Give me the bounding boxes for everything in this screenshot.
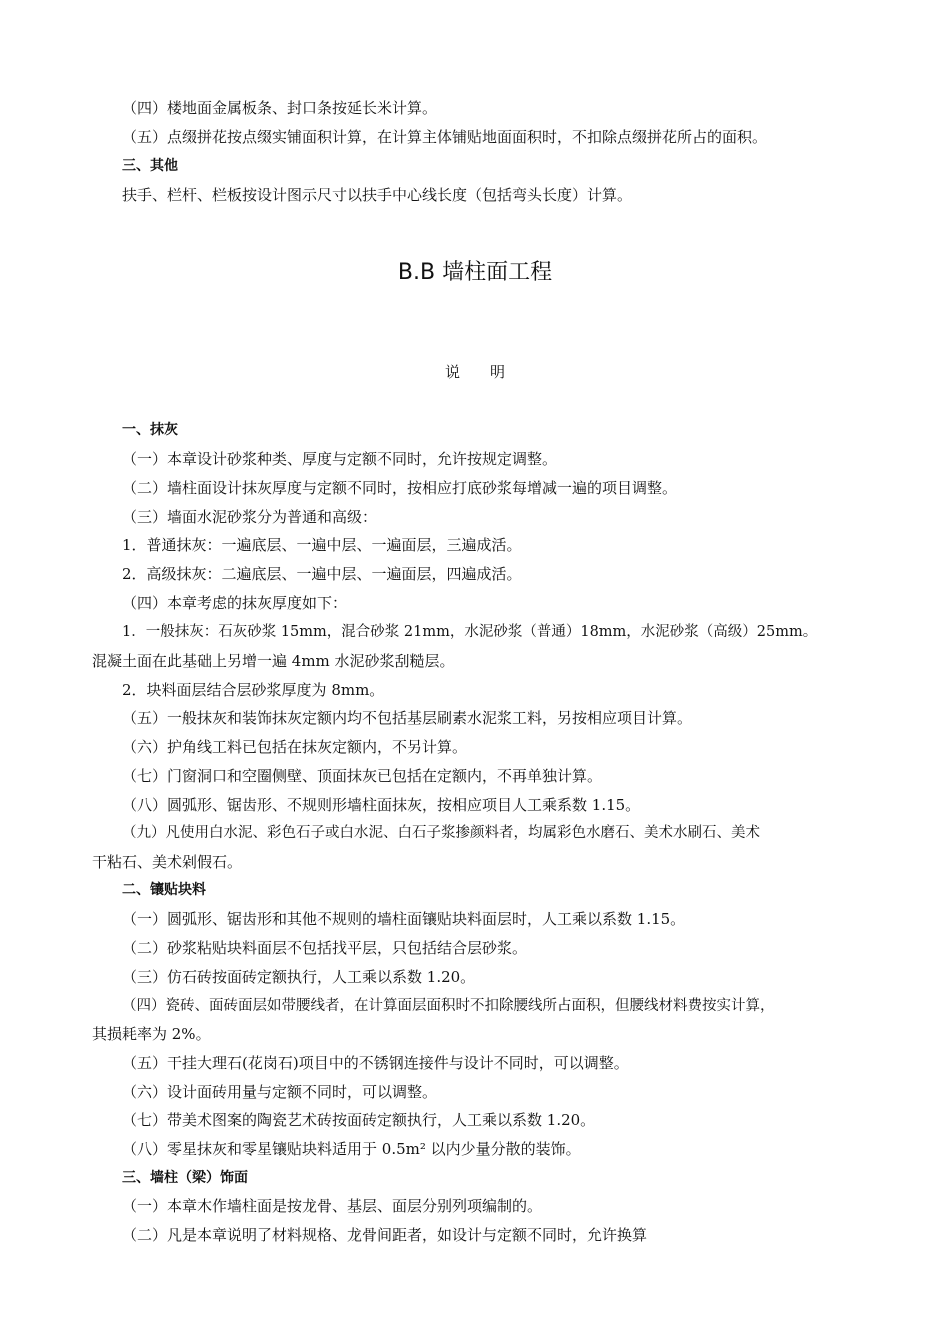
paragraph-line: （五）点缀拼花按点缀实铺面积计算，在计算主体铺贴地面面积时，不扣除点缀拼花所占的面积。 [122, 128, 768, 146]
paragraph-line: 2．块料面层结合层砂浆厚度为 8mm。 [122, 681, 385, 699]
paragraph-line: 其损耗率为 2%。 [92, 1025, 211, 1043]
paragraph-line: （五）干挂大理石(花岗石)项目中的不锈钢连接件与设计不同时，可以调整。 [122, 1054, 629, 1072]
section-heading: 二、镶贴块料 [122, 882, 206, 898]
paragraph-line: 混凝土面在此基础上另增一遍 4mm 水泥砂浆刮糙层。 [92, 652, 455, 670]
paragraph-line: （八）圆弧形、锯齿形、不规则形墙柱面抹灰，按相应项目人工乘系数 1.15。 [122, 796, 641, 814]
paragraph-line: （三）仿石砖按面砖定额执行，人工乘以系数 1.20。 [122, 968, 476, 986]
paragraph-line: （二）凡是本章说明了材料规格、龙骨间距者，如设计与定额不同时，允许换算 [122, 1226, 648, 1244]
paragraph-line: （八）零星抹灰和零星镶贴块料适用于 0.5m² 以内少量分散的装饰。 [122, 1140, 581, 1158]
section-heading: 一、抹灰 [122, 422, 178, 438]
paragraph-line: （一）本章设计砂浆种类、厚度与定额不同时，允许按规定调整。 [122, 450, 558, 468]
paragraph-line: （四）瓷砖、面砖面层如带腰线者，在计算面层面积时不扣除腰线所占面积，但腰线材料费按实计算， [122, 998, 775, 1014]
section-title: 说 明 [444, 363, 505, 381]
paragraph-line: （二）砂浆粘贴块料面层不包括找平层，只包括结合层砂浆。 [122, 939, 528, 957]
paragraph-line: 干粘石、美术剁假石。 [92, 853, 243, 871]
section-heading: 三、墙柱（梁）饰面 [122, 1170, 248, 1186]
paragraph-line: 扶手、栏杆、栏板按设计图示尺寸以扶手中心线长度（包括弯头长度）计算。 [122, 186, 633, 204]
paragraph-line: （二）墙柱面设计抹灰厚度与定额不同时，按相应打底砂浆每增减一遍的项目调整。 [122, 479, 678, 497]
paragraph-line: （一）圆弧形、锯齿形和其他不规则的墙柱面镶贴块料面层时，人工乘以系数 1.15。 [122, 910, 686, 928]
paragraph-line: （七）带美术图案的陶瓷艺术砖按面砖定额执行，人工乘以系数 1.20。 [122, 1111, 596, 1129]
paragraph-line: （一）本章木作墙柱面是按龙骨、基层、面层分别列项编制的。 [122, 1197, 543, 1215]
paragraph-line: （九）凡使用白水泥、彩色石子或白水泥、白石子浆掺颜料者，均属彩色水磨石、美术水刷石、美术 [122, 825, 760, 841]
section-heading: 三、其他 [122, 158, 178, 174]
paragraph-line: （四）楼地面金属板条、封口条按延长米计算。 [122, 99, 438, 117]
paragraph-line: （四）本章考虑的抹灰厚度如下： [122, 594, 348, 612]
chapter-title: B.B 墙柱面工程 [397, 260, 553, 285]
paragraph-line: （六）设计面砖用量与定额不同时，可以调整。 [122, 1083, 438, 1101]
paragraph-line: 2．高级抹灰：二遍底层、一遍中层、一遍面层，四遍成活。 [122, 565, 522, 583]
paragraph-line: （三）墙面水泥砂浆分为普通和高级： [122, 508, 378, 526]
paragraph-line: 1．普通抹灰：一遍底层、一遍中层、一遍面层，三遍成活。 [122, 536, 522, 554]
paragraph-line: （五）一般抹灰和装饰抹灰定额内均不包括基层刷素水泥浆工料，另按相应项目计算。 [122, 709, 693, 727]
paragraph-line: （七）门窗洞口和空圈侧壁、顶面抹灰已包括在定额内，不再单独计算。 [122, 767, 603, 785]
paragraph-line: 1．一般抹灰：石灰砂浆 15mm，混合砂浆 21mm，水泥砂浆（普通）18mm，水泥砂浆（高级）25mm。 [122, 624, 818, 640]
paragraph-line: （六）护角线工料已包括在抹灰定额内，不另计算。 [122, 738, 468, 756]
